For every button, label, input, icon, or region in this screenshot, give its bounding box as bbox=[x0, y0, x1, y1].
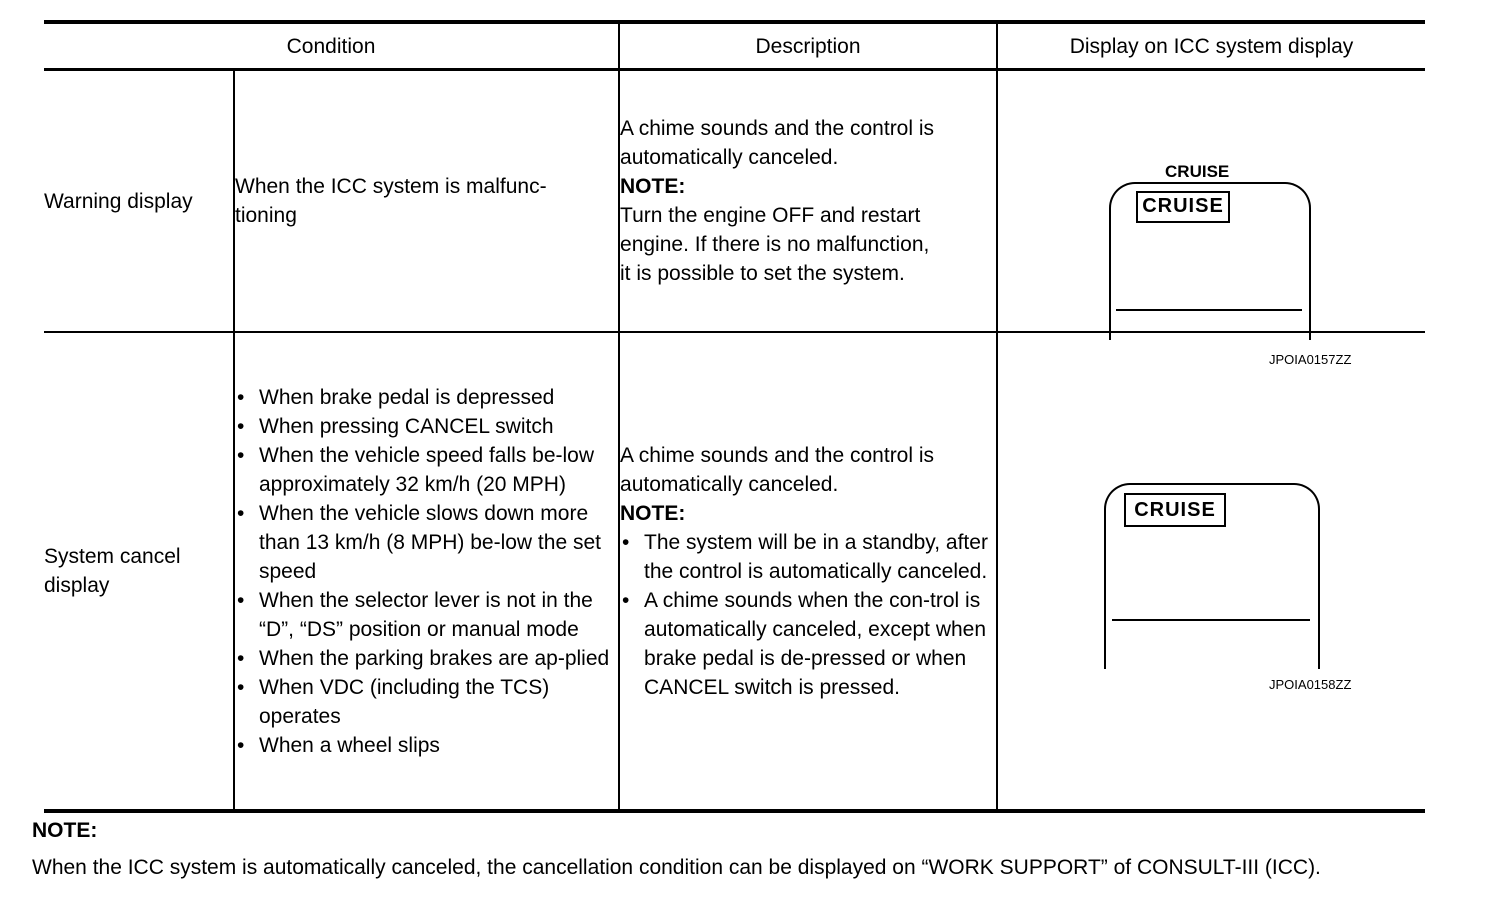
condition-text-content: When the ICC system is malfunc-tioning bbox=[235, 175, 547, 227]
header-display: Display on ICC system display bbox=[997, 22, 1425, 70]
cruise-badge: CRUISE bbox=[1136, 191, 1230, 223]
list-item: • The system will be in a standby, after the control is automatically canceled. bbox=[622, 530, 988, 583]
description-cell bbox=[619, 332, 997, 811]
table-row-cancel bbox=[44, 332, 1425, 811]
display-cell bbox=[997, 332, 1425, 811]
display-divider bbox=[1112, 619, 1310, 621]
condition-label-text: System cancel display bbox=[44, 545, 181, 597]
condition-list bbox=[235, 383, 618, 760]
list-item: • When the selector lever is not in the “D”, “DS” position or manual mode bbox=[237, 588, 593, 641]
condition-label bbox=[44, 332, 234, 811]
header-description: Description bbox=[619, 22, 997, 70]
list-item: • When the parking brakes are ap-plied bbox=[237, 646, 610, 670]
note-list bbox=[620, 528, 996, 702]
figure-id: JPOIA0157ZZ bbox=[1269, 352, 1352, 367]
display-cell bbox=[997, 70, 1425, 367]
description-cell bbox=[619, 70, 997, 333]
table-header-row bbox=[44, 22, 1425, 70]
icc-display-table bbox=[44, 20, 1425, 813]
list-item: • When the vehicle speed falls be-low approximately 32 km/h (20 MPH) bbox=[237, 443, 595, 496]
note-heading: NOTE: bbox=[620, 175, 686, 198]
list-item: • A chime sounds when the con-trol is automatically canceled, except when brake pedal is de-pressed or when CANCEL switch is pressed. bbox=[622, 588, 987, 699]
note-line: Turn the engine OFF and restart bbox=[620, 204, 921, 227]
footer-note-heading: NOTE: bbox=[32, 819, 98, 842]
description-line: A chime sounds and the control is bbox=[620, 117, 935, 140]
condition-label: Warning display bbox=[44, 70, 234, 333]
list-item: • When pressing CANCEL switch bbox=[237, 414, 554, 438]
cruise-indicator-label: CRUISE bbox=[1165, 162, 1230, 181]
footer-note-text: When the ICC system is automatically canceled, the cancellation condition can be displayed on “WORK SUPPORT” of CONSULT-III (ICC). bbox=[32, 856, 1321, 879]
note-line: engine. If there is no malfunction, bbox=[620, 233, 930, 256]
condition-list-cell bbox=[234, 332, 619, 811]
figure-id: JPOIA0158ZZ bbox=[1269, 677, 1352, 692]
description-line: A chime sounds and the control is bbox=[620, 443, 935, 467]
note-line: it is possible to set the system. bbox=[620, 262, 905, 285]
condition-text bbox=[234, 70, 619, 333]
list-item: • When VDC (including the TCS) operates bbox=[237, 675, 550, 728]
table-row-warning bbox=[44, 70, 1425, 333]
description-line: automatically canceled. bbox=[620, 472, 839, 496]
cruise-warning-figure bbox=[998, 71, 1424, 367]
list-item: • When brake pedal is depressed bbox=[237, 385, 555, 409]
display-divider bbox=[1116, 309, 1302, 311]
header-condition: Condition bbox=[44, 22, 619, 70]
cruise-badge: CRUISE bbox=[1124, 493, 1226, 527]
cruise-cancel-figure bbox=[998, 333, 1424, 809]
footer-note bbox=[32, 815, 1452, 883]
note-heading: NOTE: bbox=[620, 501, 686, 525]
list-item: • When the vehicle slows down more than 13 km/h (8 MPH) be-low the set speed bbox=[237, 501, 601, 583]
description-line: automatically canceled. bbox=[620, 146, 839, 169]
list-item: • When a wheel slips bbox=[237, 733, 440, 757]
